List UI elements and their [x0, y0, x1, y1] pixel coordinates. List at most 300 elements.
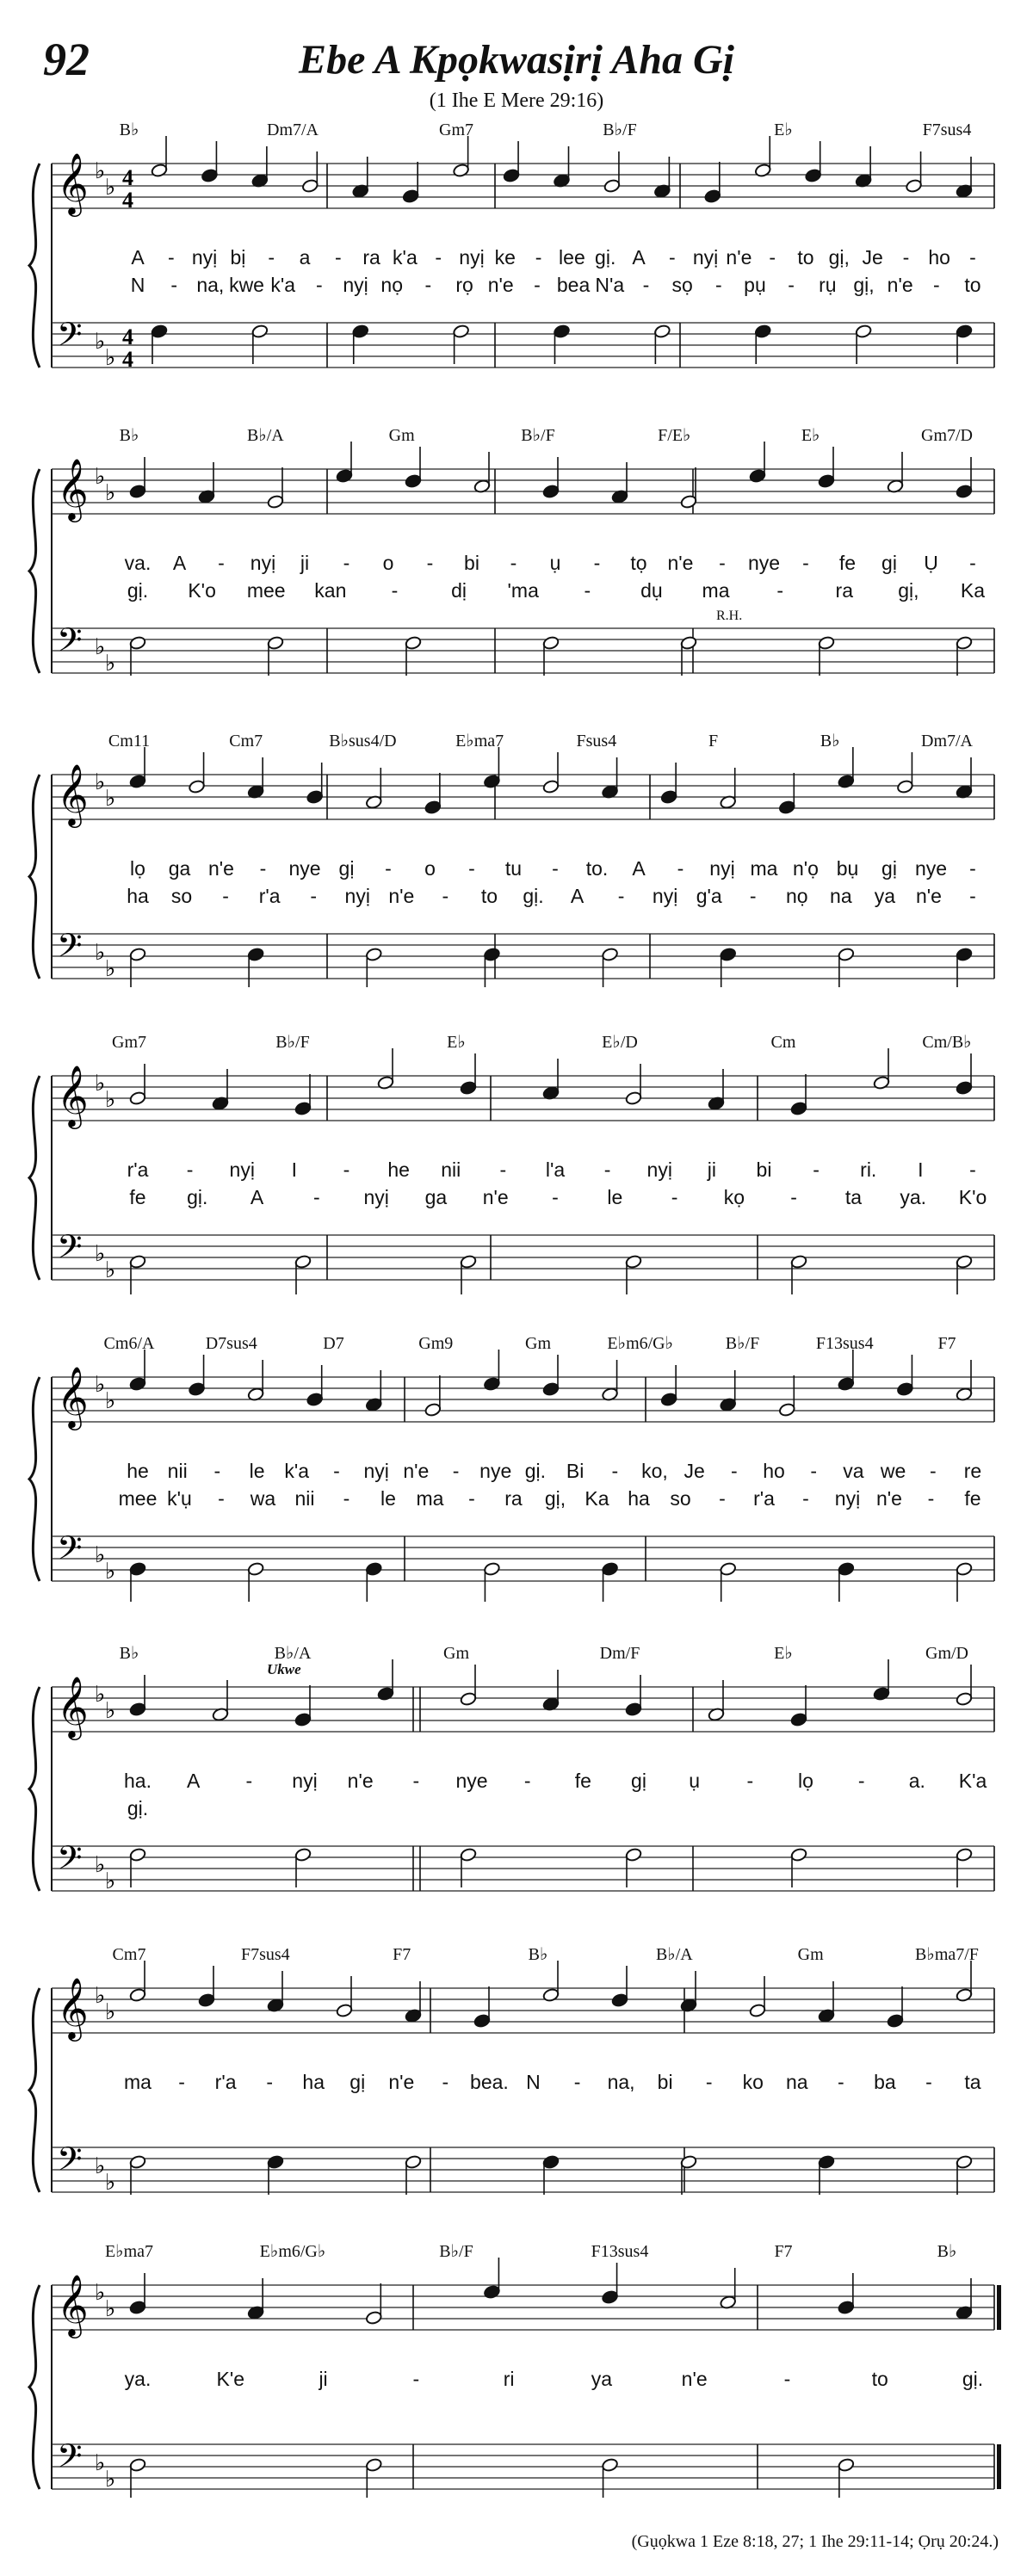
note-head — [956, 324, 973, 338]
lyric-verse-2: - — [313, 1186, 320, 1208]
chord-symbol: B♭/F — [275, 1033, 310, 1052]
lyric-verse-1: k'a — [284, 1460, 310, 1482]
lyric-verse-1: va — [843, 1460, 864, 1482]
note-head — [267, 494, 284, 509]
lyric-verse-1: gị. — [524, 1460, 547, 1482]
lyric-verse-1: - — [499, 1158, 507, 1181]
lyric-verse-1: bụ — [836, 857, 859, 880]
note-head — [251, 324, 269, 338]
chord-symbol: Cm/B♭ — [922, 1033, 972, 1052]
note-head — [460, 1691, 477, 1706]
flat-sign: ♭ — [105, 1698, 116, 1723]
note-head — [365, 2310, 382, 2325]
note-head — [720, 947, 737, 961]
flat-sign: ♭ — [105, 1257, 116, 1282]
lyric-verse-2: gị. — [187, 1186, 208, 1208]
lyric-verse-1: A — [131, 246, 145, 269]
lyric-verse-2: kwe — [229, 274, 264, 296]
lyric-verse-2: n'e — [482, 1186, 509, 1208]
lyric-verse-2: - — [932, 274, 940, 296]
lyric-verse-2: - — [534, 274, 541, 296]
lyric-verse-1: - — [523, 1770, 531, 1792]
lyric-verse-2: gị. — [523, 885, 544, 907]
note-head — [754, 324, 771, 338]
flat-sign: ♭ — [95, 1241, 106, 1266]
lyric-verse-1: - — [334, 246, 342, 269]
flat-sign: ♭ — [105, 2170, 116, 2195]
lyric-verse-1: - — [969, 552, 976, 574]
music-system — [0, 422, 1033, 732]
lyric-verse-1: ha — [302, 2071, 325, 2093]
note-head — [352, 324, 369, 338]
chord-symbol: F7 — [937, 1334, 956, 1353]
lyric-verse-1: - — [259, 857, 267, 880]
note-head — [625, 1254, 642, 1269]
note-head — [553, 324, 570, 338]
flat-sign: ♭ — [95, 158, 106, 183]
lyric-verse-1: ri. — [860, 1158, 877, 1181]
lyric-verse-1: nyị — [292, 1770, 318, 1792]
lyric-verse-2: - — [802, 1487, 809, 1510]
note-head — [790, 1847, 807, 1862]
lyric-verse-1: bị — [230, 246, 246, 269]
note-head — [838, 1376, 855, 1391]
lyric-verse-1: - — [783, 2368, 791, 2390]
lyric-verse-1: ya — [591, 2368, 613, 2390]
lyric-verse-2: fe — [129, 1186, 146, 1208]
lyric-verse-1: ho — [928, 246, 950, 269]
lyric-verse-2: kọ — [723, 1186, 745, 1208]
lyric-verse-1: nyị — [646, 1158, 672, 1181]
lyric-verse-1: - — [969, 857, 976, 880]
chord-symbol: B♭/F — [725, 1334, 760, 1353]
note-head — [365, 2457, 382, 2472]
time-signature: 4 — [122, 165, 133, 190]
note-head — [301, 178, 319, 193]
lyric-verse-1: ma — [124, 2071, 152, 2093]
note-head — [129, 2300, 146, 2314]
lyric-verse-2: - — [222, 885, 229, 907]
chord-symbol: F7sus4 — [922, 120, 972, 139]
note-head — [542, 484, 560, 498]
lyric-verse-1: - — [412, 1770, 420, 1792]
lyric-verse-2: - — [468, 1487, 475, 1510]
chord-symbol: Cm7 — [112, 1945, 146, 1964]
chord-symbol: F7 — [393, 1945, 411, 1964]
treble-staff — [52, 1988, 994, 2033]
lyric-verse-1: Je — [684, 1460, 705, 1482]
lyric-verse-1: - — [611, 1460, 619, 1482]
note-head — [473, 2013, 491, 2028]
lyric-verse-1: ta — [964, 2071, 981, 2093]
note-head — [956, 1254, 973, 1269]
lyric-verse-2: - — [343, 1487, 350, 1510]
lyric-verse-2: so — [670, 1487, 691, 1510]
flat-sign: ♭ — [105, 1087, 116, 1112]
lyric-verse-1: nyị — [250, 552, 276, 574]
bass-staff — [52, 1235, 994, 1280]
time-signature: 4 — [122, 188, 133, 213]
lyric-verse-1: - — [268, 246, 275, 269]
lyric-verse-1: tu — [504, 857, 523, 880]
flat-sign: ♭ — [95, 769, 106, 794]
lyric-verse-1: K'a — [958, 1770, 987, 1792]
lyric-verse-1: A — [172, 552, 187, 574]
lyric-verse-2: - — [424, 274, 432, 296]
bass-clef: 𝄢 — [57, 621, 83, 667]
chord-symbol: Gm — [797, 1945, 824, 1964]
lyric-verse-2: n'e — [887, 274, 913, 296]
note-head — [129, 1847, 146, 1862]
system-brace — [29, 1076, 40, 1280]
system-brace — [29, 164, 40, 368]
note-head — [405, 635, 422, 650]
note-head — [818, 473, 835, 488]
lyric-verse-2: - — [776, 579, 783, 602]
note-head — [873, 1075, 890, 1090]
lyric-verse-1: - — [412, 2368, 420, 2390]
lyric-verse-2: gị. — [127, 579, 149, 602]
lyric-verse-2: K'o — [188, 579, 216, 602]
note-head — [542, 635, 560, 650]
note-head — [603, 178, 621, 193]
lyric-verse-1: n'e — [681, 2368, 708, 2390]
note-head — [267, 2154, 284, 2169]
note-head — [956, 1987, 973, 2002]
time-signature: 4 — [122, 324, 133, 349]
flat-sign: ♭ — [95, 2280, 106, 2305]
note-head — [294, 1101, 312, 1115]
lyric-verse-2: - — [969, 885, 976, 907]
chord-symbol: Cm11 — [108, 732, 151, 751]
bass-staff — [52, 323, 994, 368]
lyric-verse-1: nyị — [459, 246, 485, 269]
note-head — [503, 168, 520, 182]
lyric-verse-2: sọ — [671, 274, 693, 296]
note-head — [602, 2289, 619, 2304]
lyric-verse-1: nye — [479, 1460, 512, 1482]
note-head — [201, 168, 218, 182]
chord-symbol: B♭/F — [603, 120, 637, 139]
lyric-verse-2: dụ — [640, 579, 663, 602]
lyric-verse-1: nye — [288, 857, 321, 880]
lyric-verse-2: 'ma — [507, 579, 539, 602]
lyric-verse-1: n'e — [347, 1770, 374, 1792]
note-head — [956, 947, 973, 961]
chord-symbol: E♭m6/G♭ — [607, 1334, 674, 1353]
chord-symbol: Gm7 — [439, 120, 473, 139]
lyric-verse-1: - — [746, 1770, 754, 1792]
lyric-verse-1: - — [593, 552, 601, 574]
lyric-verse-1: ya. — [124, 2368, 152, 2390]
note-head — [336, 468, 353, 483]
lyric-verse-1: nyị — [709, 857, 735, 880]
lyric-verse-1: - — [969, 1158, 976, 1181]
bass-clef: 𝄢 — [57, 315, 83, 361]
lyric-verse-1: Ụ — [924, 552, 938, 574]
lyric-verse-1: n'e — [388, 2071, 415, 2093]
lyric-verse-1: A — [632, 246, 646, 269]
lyric-verse-1: na, — [607, 2071, 635, 2093]
lyric-verse-1: - — [426, 552, 434, 574]
note-head — [956, 1847, 973, 1862]
note-head — [805, 168, 822, 182]
chord-symbol: E♭ — [447, 1033, 466, 1052]
note-head — [956, 1561, 973, 1576]
chord-symbol: E♭ — [774, 120, 793, 139]
lyric-verse-2: r'a — [753, 1487, 775, 1510]
lyric-verse-1: ba — [874, 2071, 896, 2093]
chord-symbol: F7sus4 — [240, 1945, 290, 1964]
lyric-verse-1: - — [343, 1158, 350, 1181]
flat-sign: ♭ — [105, 1388, 116, 1413]
lyric-verse-1: I — [291, 1158, 298, 1181]
note-head — [294, 1712, 312, 1727]
note-head — [453, 163, 470, 177]
lyric-verse-1: bi — [756, 1158, 772, 1181]
lyric-verse-2: gị. — [127, 1797, 149, 1819]
chord-symbol: Dm/F — [599, 1644, 640, 1663]
hymn-number: 92 — [43, 34, 90, 85]
note-head — [956, 1080, 973, 1095]
lyric-verse-2: nọ — [380, 274, 404, 296]
chord-symbol: F13sus4 — [591, 2242, 649, 2261]
lyric-verse-2: nyị — [834, 1487, 861, 1510]
chord-symbol: D7sus4 — [205, 1334, 257, 1353]
note-head — [129, 635, 146, 650]
chord-symbol: Gm7 — [112, 1033, 146, 1052]
lyric-verse-1: nyị — [229, 1158, 255, 1181]
note-head — [424, 800, 442, 814]
lyric-verse-1: - — [266, 2071, 273, 2093]
note-head — [267, 635, 284, 650]
lyric-verse-1: lọ — [130, 857, 145, 880]
note-head — [956, 635, 973, 650]
note-head — [625, 1847, 642, 1862]
lyric-verse-1: n'e — [403, 1460, 430, 1482]
lyric-verse-2: - — [552, 1186, 559, 1208]
lyric-verse-1: - — [213, 1460, 221, 1482]
lyric-verse-1: - — [668, 246, 676, 269]
note-head — [365, 1561, 382, 1576]
hymn-title: Ebe A Kpọkwasịrị Aha Gị — [299, 37, 734, 83]
lyric-verse-1: - — [802, 552, 809, 574]
music-system — [0, 2238, 1033, 2548]
lyric-verse-1: lọ — [798, 1770, 813, 1792]
lyric-verse-1: re — [963, 1460, 982, 1482]
bass-clef: 𝄢 — [57, 2437, 83, 2483]
lyric-verse-2: - — [671, 1186, 678, 1208]
chord-symbol: Gm/D — [925, 1644, 968, 1663]
lyric-verse-1: ụ — [549, 552, 561, 574]
note-head — [151, 324, 168, 338]
lyric-verse-2: - — [617, 885, 625, 907]
note-head — [887, 2013, 904, 2028]
system-brace — [29, 1377, 40, 1581]
chord-symbol: E♭/D — [602, 1033, 638, 1052]
lyric-verse-1: he — [127, 1460, 149, 1482]
note-head — [906, 178, 923, 193]
flat-sign: ♭ — [95, 2153, 106, 2178]
lyric-verse-1: - — [719, 552, 726, 574]
chord-symbol: B♭sus4/D — [329, 732, 397, 751]
lyric-verse-2: wa — [250, 1487, 276, 1510]
lyric-verse-1: n'e — [667, 552, 694, 574]
lyric-verse-1: ho — [763, 1460, 785, 1482]
lyric-verse-1: - — [929, 1460, 937, 1482]
note-head — [365, 947, 382, 961]
ukwe-marking: Ukwe — [267, 1661, 301, 1677]
lyric-verse-2: - — [170, 274, 178, 296]
lyric-verse-1: - — [603, 1158, 611, 1181]
lyric-verse-1: I — [918, 1158, 924, 1181]
scripture-reference: (1 Ihe E Mere 29:16) — [429, 90, 604, 112]
system-brace — [29, 775, 40, 979]
note-head — [129, 2457, 146, 2472]
chord-symbol: F — [708, 732, 719, 751]
note-head — [129, 774, 146, 788]
lyric-verse-1: l'a — [545, 1158, 566, 1181]
note-head — [151, 163, 168, 177]
note-head — [602, 1561, 619, 1576]
flat-sign: ♭ — [95, 1852, 106, 1877]
treble-staff — [52, 164, 994, 208]
lyric-verse-2: ha — [127, 885, 149, 907]
lyric-verse-1: to — [797, 246, 814, 269]
lyric-verse-2: ra — [835, 579, 853, 602]
lyric-verse-1: - — [343, 552, 350, 574]
lyric-verse-1: gị — [881, 552, 897, 574]
lyric-verse-2: K'o — [958, 1186, 987, 1208]
lyric-verse-1: ji — [319, 2368, 328, 2390]
lyric-verse-1: o — [424, 857, 436, 880]
flat-sign: ♭ — [95, 329, 106, 354]
note-head — [602, 947, 619, 961]
lyric-verse-2: A — [570, 885, 585, 907]
bass-clef: 𝄢 — [57, 2140, 83, 2186]
lyric-verse-1: a. — [908, 1770, 925, 1792]
lyric-verse-2: ra — [504, 1487, 523, 1510]
lyric-verse-1: - — [925, 2071, 932, 2093]
flat-sign: ♭ — [105, 1869, 116, 1893]
lyric-verse-1: ma — [750, 857, 778, 880]
note-head — [483, 774, 500, 788]
lyric-verse-1: gị — [881, 857, 897, 880]
note-head — [542, 1381, 560, 1396]
lyric-verse-1: Je — [862, 246, 883, 269]
note-head — [483, 2284, 500, 2299]
note-head — [189, 779, 206, 794]
lyric-verse-1: a — [299, 246, 311, 269]
lyric-verse-1: - — [442, 2071, 449, 2093]
lyric-verse-1: va. — [124, 552, 152, 574]
note-head — [306, 1392, 324, 1406]
note-head — [377, 1075, 394, 1090]
note-head — [129, 1254, 146, 1269]
flat-sign: ♭ — [95, 2450, 106, 2475]
note-head — [306, 789, 324, 804]
note-head — [542, 2154, 560, 2169]
chord-symbol: Gm — [388, 426, 415, 445]
lyric-verse-1: - — [838, 2071, 844, 2093]
chord-symbol: E♭ma7 — [104, 2242, 154, 2261]
note-head — [460, 1847, 477, 1862]
note-head — [778, 800, 795, 814]
note-head — [460, 1080, 477, 1095]
flat-sign: ♭ — [95, 1372, 106, 1397]
note-head — [790, 1712, 807, 1727]
lyric-verse-2: Ka — [585, 1487, 609, 1510]
flat-sign: ♭ — [95, 634, 106, 659]
time-signature: 4 — [122, 347, 133, 372]
note-head — [956, 484, 973, 498]
note-head — [611, 1992, 628, 2007]
system-brace — [29, 469, 40, 673]
music-system — [0, 116, 1033, 426]
note-head — [749, 468, 766, 483]
music-system — [0, 727, 1033, 1037]
note-head — [818, 2154, 835, 2169]
treble-clef: 𝄞 — [57, 1976, 89, 2039]
lyric-verse-1: - — [535, 246, 542, 269]
note-head — [129, 947, 146, 961]
lyric-verse-1: nii — [167, 1460, 188, 1482]
lyric-verse-1: nyị — [363, 1460, 389, 1482]
lyric-verse-1: o — [382, 552, 394, 574]
lyric-verse-1: - — [677, 857, 684, 880]
treble-clef: 𝄞 — [57, 763, 89, 825]
lyric-verse-2: ma — [416, 1487, 444, 1510]
lyric-verse-2: kan — [314, 579, 347, 602]
lyric-verse-2: k'ụ — [167, 1487, 192, 1510]
lyric-verse-1: ra — [362, 246, 380, 269]
note-head — [294, 1847, 312, 1862]
note-head — [896, 1381, 913, 1396]
lyric-verse-2: g'a — [696, 885, 722, 907]
lyric-verse-1: - — [468, 857, 475, 880]
lyric-verse-2: fe — [964, 1487, 981, 1510]
lyric-verse-1: ke — [494, 246, 516, 269]
lyric-verse-2: nyị — [344, 885, 370, 907]
lyric-verse-2: nọ — [785, 885, 808, 907]
lyric-verse-1: ụ — [689, 1770, 701, 1792]
lyric-verse-1: gị — [631, 1770, 646, 1792]
lyric-verse-1: to. — [585, 857, 609, 880]
lyric-verse-1: lee — [559, 246, 585, 269]
chord-symbol: F/E♭ — [658, 426, 691, 445]
music-system — [0, 1640, 1033, 1949]
note-head — [483, 1376, 500, 1391]
note-head — [460, 1254, 477, 1269]
chord-symbol: Fsus4 — [576, 732, 617, 751]
lyric-verse-2: rụ — [819, 274, 837, 296]
bass-staff — [52, 628, 994, 673]
lyric-verse-1: - — [810, 1460, 818, 1482]
lyric-verse-2: r'a — [258, 885, 281, 907]
system-brace — [29, 2285, 40, 2489]
note-head — [625, 1090, 642, 1105]
flat-sign: ♭ — [105, 1999, 116, 2024]
flat-sign: ♭ — [95, 1071, 106, 1096]
lyric-verse-2: na — [830, 885, 852, 907]
lyric-verse-2: n'e — [876, 1487, 902, 1510]
chord-symbol: E♭ — [801, 426, 820, 445]
note-head — [198, 1992, 215, 2007]
music-system — [0, 1330, 1033, 1640]
lyric-verse-2: nyị — [343, 274, 368, 296]
lyric-verse-2: k'a — [270, 274, 296, 296]
flat-sign: ♭ — [105, 480, 116, 505]
